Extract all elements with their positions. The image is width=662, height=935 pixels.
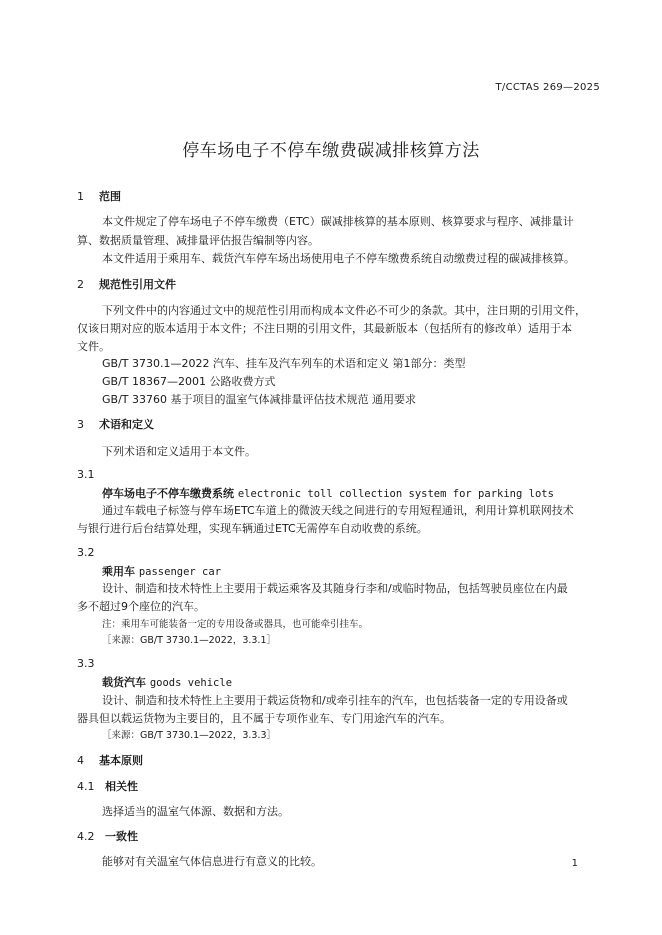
section-title: 规范性引用文件 xyxy=(99,278,176,291)
section-2-heading xyxy=(77,276,176,292)
section-4-heading xyxy=(77,752,143,768)
definition-line: 设计、制造和技术特性上主要用于载运货物和/或牵引挂车的汽车，也包括装备一定的专用设备或 xyxy=(102,694,568,707)
term-number: 3.3 xyxy=(77,657,95,670)
term-entry xyxy=(102,563,221,579)
subsection-4-2-heading xyxy=(77,828,138,844)
paragraph-line: 选择适当的温室气体源、数据和方法。 xyxy=(102,805,289,818)
section-number: 2 xyxy=(77,278,84,291)
paragraph-line: 下列术语和定义适用于本文件。 xyxy=(102,445,256,458)
section-number: 4.2 xyxy=(77,830,95,843)
page-number: 1 xyxy=(571,858,578,869)
term-entry xyxy=(102,485,554,501)
reference-item: GB/T 33760 基于项目的温室气体减排量评估技术规范 通用要求 xyxy=(102,393,416,406)
section-title: 基本原则 xyxy=(99,754,143,767)
standard-code: T/CCTAS 269—2025 xyxy=(495,82,600,93)
paragraph-line: 能够对有关温室气体信息进行有意义的比较。 xyxy=(102,855,322,868)
definition-line: 设计、制造和技术特性上主要用于载运乘客及其随身行李和/或临时物品，包括驾驶员座位在内最 xyxy=(102,582,568,595)
paragraph-line: 下列文件中的内容通过文中的规范性引用而构成本文件必不可少的条款。其中，注日期的引用文件， xyxy=(102,304,586,317)
definition-line: 通过车载电子标签与停车场ETC车道上的微波天线之间进行的专用短程通讯，利用计算机联网技术 xyxy=(102,504,574,517)
section-3-heading xyxy=(77,416,154,432)
section-1-heading xyxy=(77,188,121,204)
source-citation: ［来源：GB/T 3730.1—2022，3.3.1］ xyxy=(102,635,276,646)
term-english: electronic toll collection system for parking lots xyxy=(237,488,554,500)
paragraph-line: 仅该日期对应的版本适用于本文件；不注日期的引用文件，其最新版本（包括所有的修改单）适用于本 xyxy=(77,322,572,335)
note: 注：乘用车可能装备一定的专用设备或器具，也可能牵引挂车。 xyxy=(102,619,369,630)
term-entry xyxy=(102,674,232,690)
definition-line: 多不超过9个座位的汽车。 xyxy=(77,600,205,613)
section-number: 4.1 xyxy=(77,780,95,793)
term-number: 3.1 xyxy=(77,468,95,481)
section-number: 4 xyxy=(77,754,84,767)
term-english: goods vehicle xyxy=(149,677,233,689)
section-title: 一致性 xyxy=(105,830,138,843)
reference-item: GB/T 18367—2001 公路收费方式 xyxy=(102,375,276,388)
section-title: 相关性 xyxy=(105,780,138,793)
term-chinese: 乘用车 xyxy=(102,565,135,578)
section-title: 术语和定义 xyxy=(99,418,154,431)
term-chinese: 载货汽车 xyxy=(102,676,146,689)
section-number: 1 xyxy=(77,190,84,203)
term-chinese: 停车场电子不停车缴费系统 xyxy=(102,487,234,500)
term-english: passenger car xyxy=(138,566,222,578)
section-title: 范围 xyxy=(99,190,121,203)
paragraph-line: 本文件规定了停车场电子不停车缴费（ETC）碳减排核算的基本原则、核算要求与程序、减排量计 xyxy=(102,215,574,228)
definition-line: 与银行进行后台结算处理，实现车辆通过ETC无需停车自动收费的系统。 xyxy=(77,522,428,535)
paragraph-line: 本文件适用于乘用车、载货汽车停车场出场使用电子不停车缴费系统自动缴费过程的碳减排核算。 xyxy=(102,252,575,265)
paragraph-line: 文件。 xyxy=(77,340,110,353)
section-number: 3 xyxy=(77,418,84,431)
reference-item: GB/T 3730.1—2022 汽车、挂车及汽车列车的术语和定义 第1部分：类型 xyxy=(102,357,466,370)
term-number: 3.2 xyxy=(77,546,95,559)
paragraph-line: 算、数据质量管理、减排量评估报告编制等内容。 xyxy=(77,234,319,247)
subsection-4-1-heading xyxy=(77,778,138,794)
definition-line: 器具但以载运货物为主要目的，且不属于专项作业车、专门用途汽车的汽车。 xyxy=(77,712,451,725)
source-citation: ［来源：GB/T 3730.1—2022，3.3.3］ xyxy=(102,730,276,741)
document-title: 停车场电子不停车缴费碳减排核算方法 xyxy=(182,141,480,161)
